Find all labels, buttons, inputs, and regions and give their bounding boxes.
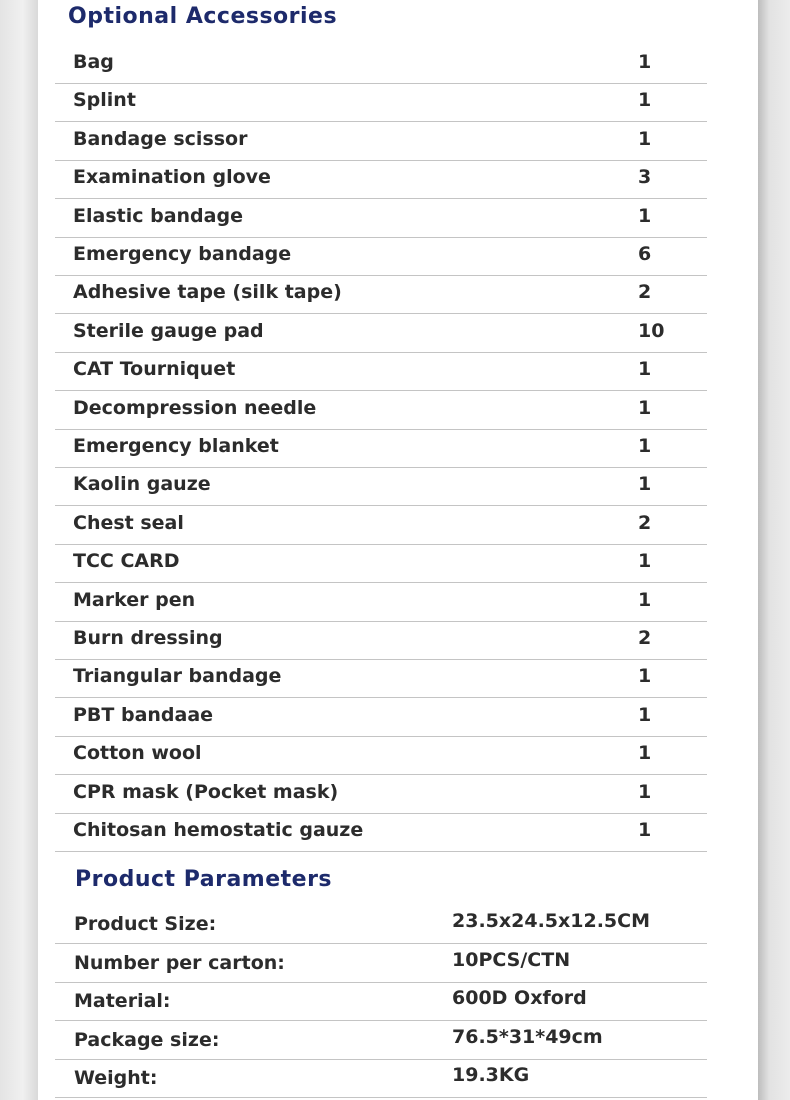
parameter-label: Package size: [74, 1028, 220, 1051]
accessory-quantity: 1 [638, 742, 652, 765]
accessory-row [55, 659, 707, 698]
accessory-quantity: 1 [638, 204, 652, 227]
accessory-row [55, 621, 707, 660]
accessory-name: Emergency bandage [73, 243, 292, 265]
accessory-name: Elastic bandage [73, 204, 243, 227]
accessory-quantity: 1 [638, 780, 652, 803]
accessory-name: Chitosan hemostatic gauze [73, 819, 364, 841]
accessory-row [55, 45, 707, 84]
right-background-strip [758, 0, 790, 1100]
accessory-name: CPR mask (Pocket mask) [73, 780, 339, 803]
accessory-row [55, 160, 707, 199]
accessory-name: Adhesive tape (silk tape) [73, 281, 342, 304]
accessory-quantity: 1 [638, 703, 652, 726]
accessory-row [55, 83, 707, 122]
accessory-quantity: 1 [638, 396, 652, 419]
accessory-row [55, 775, 707, 814]
accessory-name: Marker pen [73, 588, 196, 611]
accessory-row [55, 544, 707, 583]
accessory-row [55, 429, 707, 468]
parameter-value: 76.5*31*49cm [452, 1025, 603, 1048]
parameter-value: 10PCS/CTN [452, 948, 571, 971]
accessory-row [55, 275, 707, 314]
accessory-name: Chest seal [73, 511, 184, 534]
accessory-quantity: 6 [638, 243, 652, 265]
accessory-row [55, 698, 707, 737]
accessory-row [55, 583, 707, 622]
accessory-quantity: 2 [638, 627, 652, 649]
accessory-quantity: 3 [638, 166, 652, 189]
accessory-quantity: 1 [638, 550, 652, 573]
parameter-value: 19.3KG [452, 1064, 530, 1086]
accessory-name: Bag [73, 51, 114, 73]
accessory-row [55, 314, 707, 353]
accessory-row [55, 199, 707, 238]
accessory-row [55, 122, 707, 161]
accessory-name: Triangular bandage [73, 665, 282, 688]
accessory-row [55, 352, 707, 391]
accessory-quantity: 1 [638, 435, 652, 457]
parameter-row [55, 1059, 707, 1098]
accessory-quantity: 1 [638, 819, 652, 841]
accessory-name: TCC CARD [73, 550, 180, 573]
parameter-label: Number per carton: [74, 951, 285, 974]
parameter-label: Product Size: [74, 913, 217, 935]
accessory-quantity: 1 [638, 51, 652, 73]
parameter-row [55, 1021, 707, 1060]
parameter-value: 23.5x24.5x12.5CM [452, 910, 650, 932]
accessory-quantity: 1 [638, 665, 652, 688]
accessory-name: PBT bandaae [73, 703, 214, 726]
accessory-name: Cotton wool [73, 742, 202, 765]
accessory-name: CAT Tourniquet [73, 358, 236, 381]
accessory-row [55, 237, 707, 276]
parameter-value: 600D Oxford [452, 987, 587, 1009]
accessory-quantity: 10 [638, 319, 665, 342]
accessory-quantity: 1 [638, 127, 652, 150]
accessory-quantity: 2 [638, 511, 652, 534]
accessory-quantity: 1 [638, 588, 652, 611]
spec-sheet-panel [38, 0, 758, 1100]
parameter-row [55, 982, 707, 1021]
parameter-label: Material: [74, 990, 171, 1012]
accessory-quantity: 1 [638, 473, 652, 496]
accessory-row [55, 467, 707, 506]
accessory-row [55, 736, 707, 775]
parameters-heading: Product Parameters [75, 867, 333, 892]
accessory-name: Kaolin gauze [73, 473, 211, 496]
accessory-quantity: 1 [638, 358, 652, 381]
accessory-name: Bandage scissor [73, 127, 248, 150]
accessory-name: Splint [73, 89, 136, 112]
accessory-row [55, 506, 707, 545]
parameter-row [55, 905, 707, 944]
accessory-name: Sterile gauge pad [73, 319, 264, 342]
accessory-quantity: 1 [638, 89, 652, 112]
parameter-label: Weight: [74, 1067, 158, 1089]
accessory-name: Examination glove [73, 166, 271, 189]
accessory-name: Emergency blanket [73, 435, 279, 457]
parameter-row [55, 944, 707, 983]
accessories-heading: Optional Accessories [68, 4, 338, 29]
accessory-name: Burn dressing [73, 627, 223, 649]
accessory-name: Decompression needle [73, 396, 317, 419]
accessory-quantity: 2 [638, 281, 652, 304]
accessory-row [55, 391, 707, 430]
accessory-row [55, 813, 707, 852]
left-background-strip [0, 0, 38, 1100]
